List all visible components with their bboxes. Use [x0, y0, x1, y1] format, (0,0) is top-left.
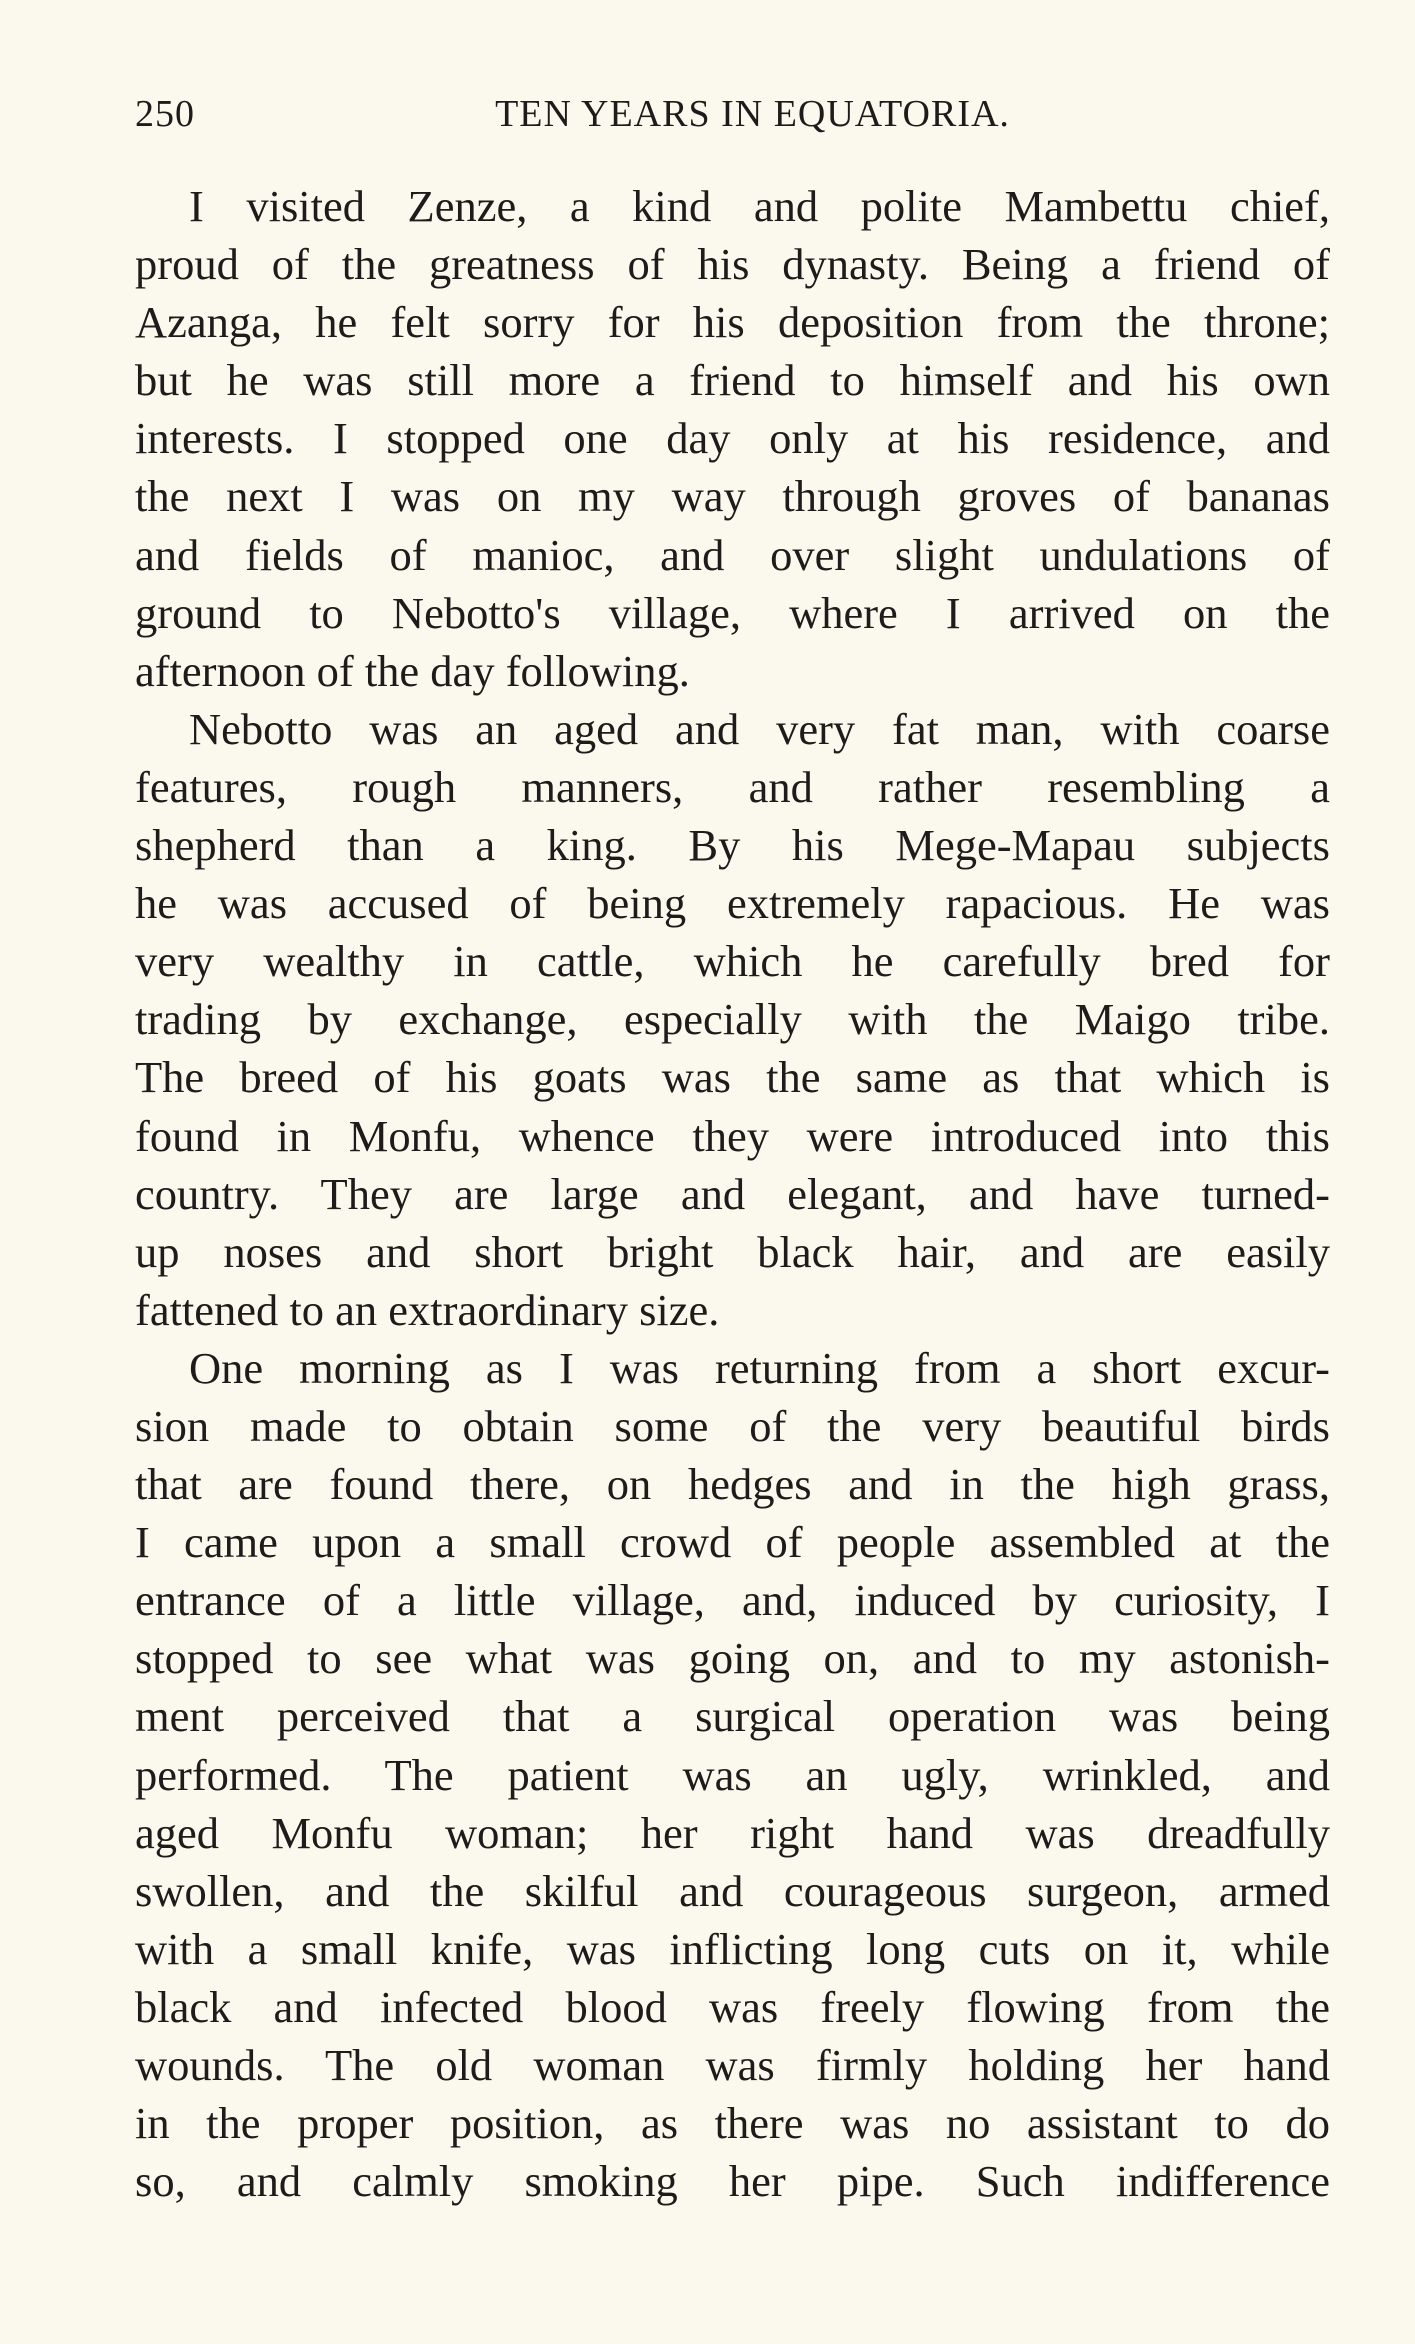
- text-line: entrance of a little village, and, induced by curiosity, I: [135, 1575, 1330, 1626]
- page-header: [135, 92, 1330, 152]
- text-line: ment perceived that a surgical operation was being: [135, 1691, 1330, 1742]
- text-line: up noses and short bright black hair, and are easily: [135, 1226, 1330, 1277]
- running-title: TEN YEARS IN EQUATORIA.: [495, 93, 1010, 135]
- text-line: ground to Nebotto's village, where I arrived on the: [135, 587, 1330, 638]
- paragraph-surgery: [135, 1339, 1330, 2210]
- text-line: wounds. The old woman was firmly holding her hand: [135, 2040, 1330, 2090]
- paragraph-zenze: [135, 177, 1330, 700]
- text-line: country. They are large and elegant, and have turned-: [135, 1168, 1330, 1219]
- text-line: One morning as I was returning from a short excur-: [189, 1342, 1330, 1393]
- text-line: trading by exchange, especially with the Maigo tribe.: [135, 994, 1330, 1045]
- text-line: proud of the greatness of his dynasty. Being a friend of: [135, 239, 1330, 290]
- page-number: 250: [135, 93, 195, 135]
- text-line: with a small knife, was inflicting long cuts on it, while: [135, 1923, 1330, 1974]
- text-line: The breed of his goats was the same as that which is: [135, 1052, 1330, 1103]
- text-line: shepherd than a king. By his Mege-Mapau subjects: [135, 820, 1330, 871]
- body-text: [135, 177, 1330, 2210]
- text-line: black and infected blood was freely flowing from the: [135, 1981, 1330, 2032]
- text-line: very wealthy in cattle, which he carefully bred for: [135, 936, 1330, 987]
- text-line: interests. I stopped one day only at his residence, and: [135, 413, 1330, 464]
- text-line: the next I was on my way through groves of bananas: [135, 471, 1330, 522]
- text-line: found in Monfu, whence they were introduced into this: [135, 1110, 1330, 1161]
- text-line: features, rough manners, and rather resembling a: [135, 761, 1330, 812]
- text-line: I came upon a small crowd of people assembled at the: [135, 1517, 1330, 1568]
- text-line: but he was still more a friend to himself and his own: [135, 355, 1330, 406]
- text-line: in the proper position, as there was no assistant to do: [135, 2098, 1330, 2149]
- text-line: Azanga, he felt sorry for his deposition from the throne;: [135, 297, 1330, 348]
- text-line: aged Monfu woman; her right hand was dreadfully: [135, 1807, 1330, 1858]
- text-line: and fields of manioc, and over slight undulations of: [135, 529, 1330, 580]
- text-line: swollen, and the skilful and courageous surgeon, armed: [135, 1865, 1330, 1916]
- text-line: Nebotto was an aged and very fat man, with coarse: [189, 703, 1330, 754]
- text-line: afternoon of the day following.: [135, 645, 690, 696]
- text-line: sion made to obtain some of the very beautiful birds: [135, 1400, 1330, 1451]
- text-line: he was accused of being extremely rapacious. He was: [135, 878, 1330, 929]
- paragraph-nebotto: [135, 700, 1330, 1339]
- text-line: fattened to an extraordinary size.: [135, 1284, 720, 1335]
- text-line: so, and calmly smoking her pipe. Such indifference: [135, 2156, 1330, 2207]
- text-line: I visited Zenze, a kind and polite Mambettu chief,: [189, 181, 1330, 231]
- text-line: that are found there, on hedges and in the high grass,: [135, 1459, 1330, 1510]
- text-line: performed. The patient was an ugly, wrinkled, and: [135, 1749, 1330, 1800]
- text-line: stopped to see what was going on, and to my astonish-: [135, 1633, 1330, 1684]
